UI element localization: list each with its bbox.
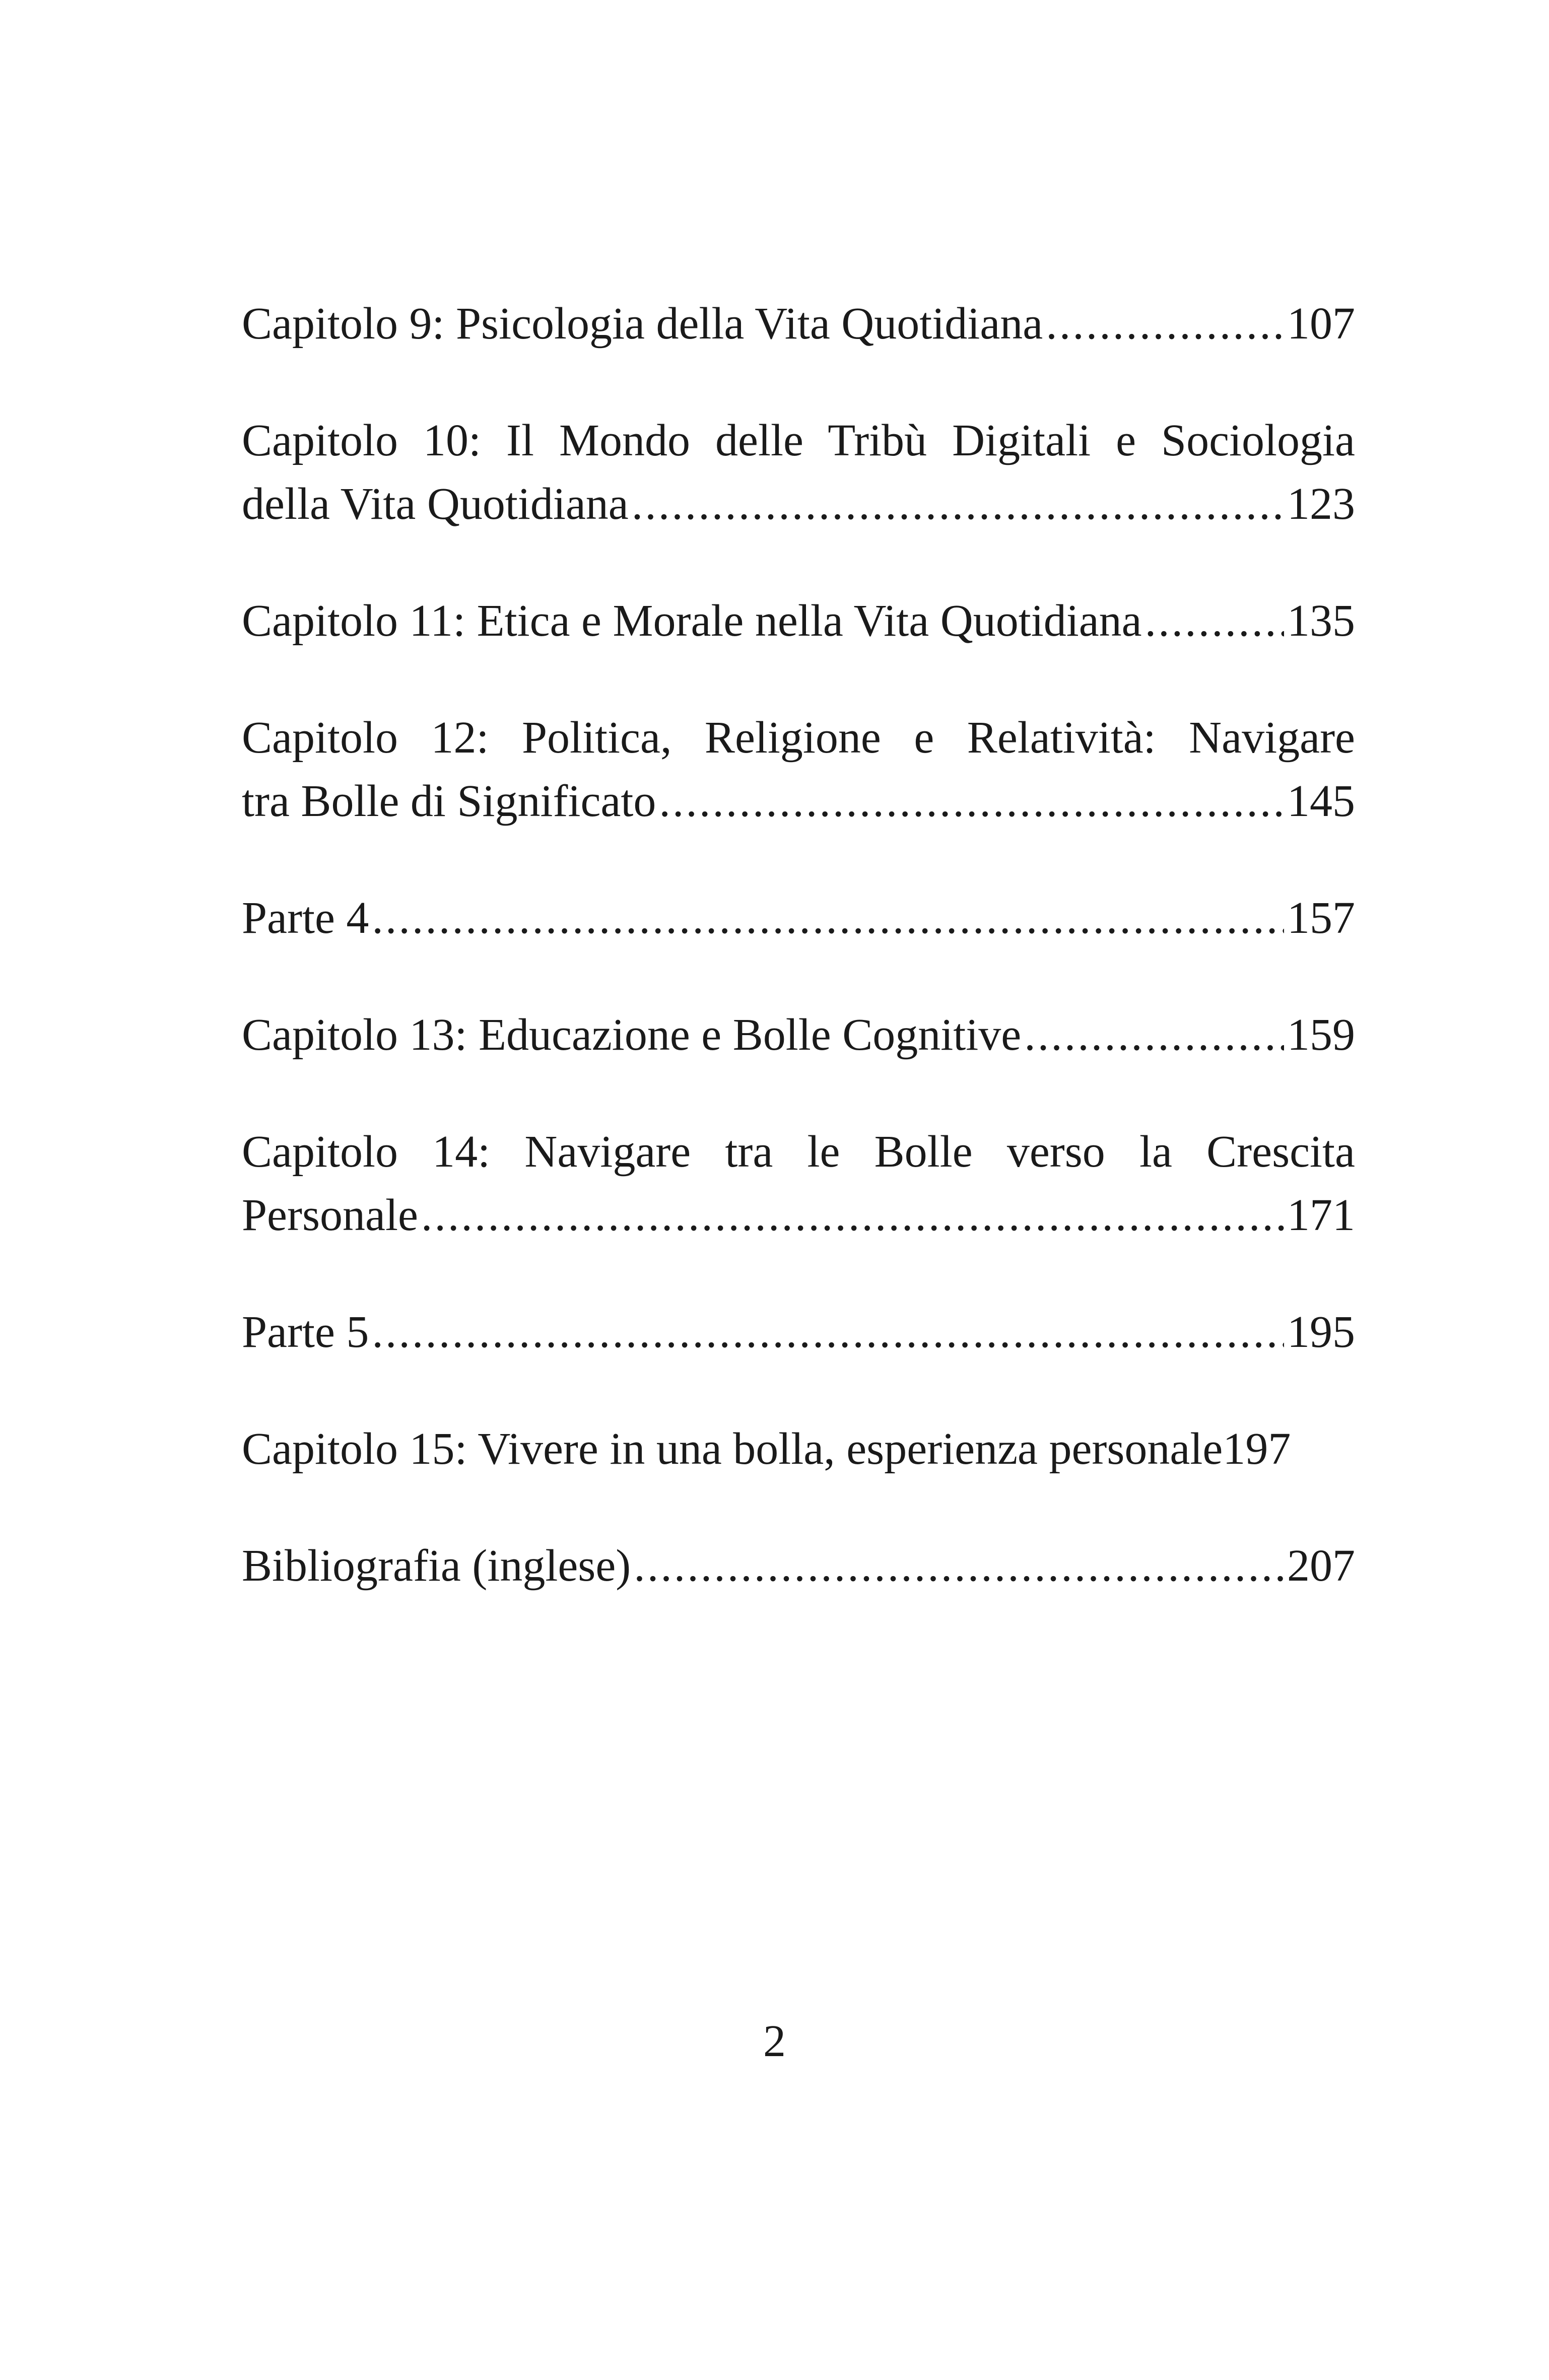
toc-entry-title: della Vita Quotidiana [242,479,629,529]
toc-entry-title: Personale [242,1190,418,1240]
toc-entry-page: 197 [1223,1424,1291,1474]
toc-entry-line [242,589,1355,653]
toc-dot-leader [659,770,1284,833]
toc-dot-leader [634,1534,1284,1598]
page-number: 2 [763,2016,786,2066]
toc-entry-page: 157 [1287,893,1355,943]
toc-dot-leader [632,472,1284,536]
toc-entry-title-line-1: Capitolo 10: Il Mondo delle Tribù Digitali e Sociologia [242,416,1355,465]
toc-dot-leader [421,1184,1284,1247]
toc-entry-chapter-12[interactable] [242,706,1355,833]
toc-entry-page: 195 [1287,1307,1355,1357]
toc-dot-leader [1145,589,1284,653]
toc-entry-page: 159 [1287,1010,1355,1060]
toc-entry-chapter-15[interactable] [242,1417,1355,1481]
toc-dot-leader [372,887,1284,950]
toc-entry-chapter-14[interactable] [242,1120,1355,1247]
toc-dot-leader [1046,292,1284,356]
toc-entry-page: 145 [1287,776,1355,826]
toc-entry-line [242,1184,1355,1247]
toc-entry-title: Capitolo 11: Etica e Morale nella Vita Quotidiana [242,596,1142,646]
toc-entry-title: Capitolo 15: Vivere in una bolla, esperienza personale [242,1424,1223,1474]
toc-entry-line [242,1417,1355,1481]
toc-entry-chapter-10[interactable] [242,409,1355,536]
toc-entry-bibliography[interactable] [242,1534,1355,1598]
toc-entry-chapter-9[interactable] [242,292,1355,356]
toc-entry-line [242,472,1355,536]
toc-entry-line [242,1534,1355,1598]
toc-dot-leader [372,1301,1284,1364]
toc-entry-title: tra Bolle di Significato [242,776,656,826]
toc-entry-title: Capitolo 9: Psicologia della Vita Quotidiana [242,299,1043,349]
toc-entry-page: 123 [1287,479,1355,529]
toc-entry-title: Bibliografia (inglese) [242,1541,631,1591]
toc-entry-page: 135 [1287,596,1355,646]
toc-entry-title-line-1: Capitolo 14: Navigare tra le Bolle verso la Crescita [242,1127,1355,1177]
toc-entry-line [242,770,1355,833]
toc-entry-page: 107 [1287,299,1355,349]
toc-entry-page: 171 [1287,1190,1355,1240]
toc-entry-part-5[interactable] [242,1301,1355,1364]
toc-entry-line [242,1301,1355,1364]
table-of-contents [242,292,1355,1651]
toc-entry-title: Parte 5 [242,1307,369,1357]
toc-dot-leader [1024,1003,1284,1067]
toc-entry-title-line-1: Capitolo 12: Politica, Religione e Relatività: Navigare [242,713,1355,763]
toc-entry-page: 207 [1287,1541,1355,1591]
toc-entry-line [242,1003,1355,1067]
toc-entry-line [242,292,1355,356]
toc-entry-chapter-13[interactable] [242,1003,1355,1067]
toc-entry-title: Parte 4 [242,893,369,943]
toc-entry-chapter-11[interactable] [242,589,1355,653]
toc-entry-line [242,887,1355,950]
toc-entry-part-4[interactable] [242,887,1355,950]
toc-entry-title: Capitolo 13: Educazione e Bolle Cognitive [242,1010,1022,1060]
